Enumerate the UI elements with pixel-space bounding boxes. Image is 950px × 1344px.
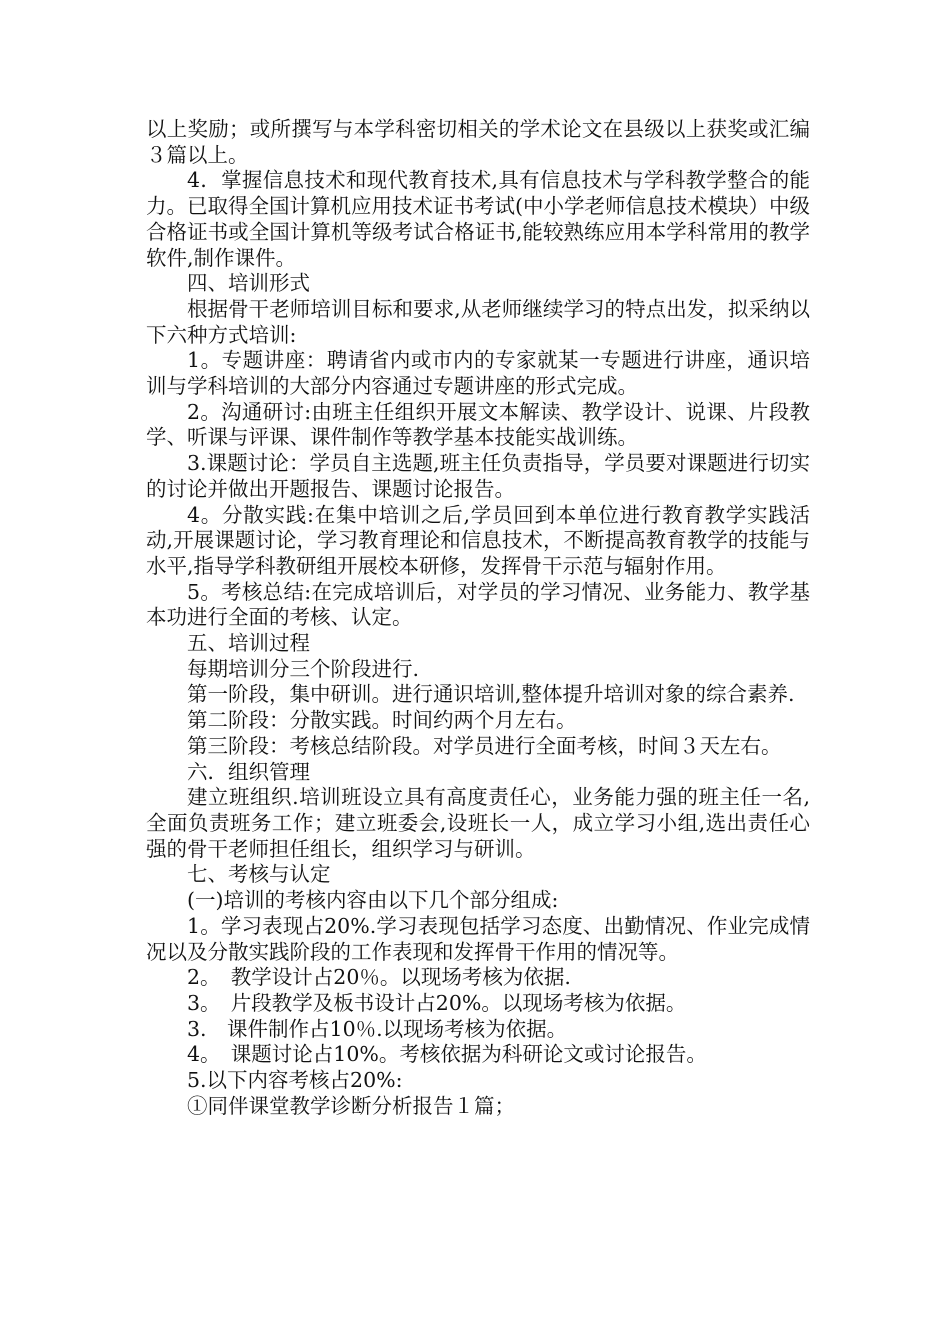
document-body — [146, 117, 810, 1119]
paragraph: 第二阶段：分散实践。时间约两个月左右。 — [187, 708, 577, 733]
paragraph: 第三阶段：考核总结阶段。对学员进行全面考核，时间３天左右。 — [187, 733, 782, 758]
list-item: 4。 课题讨论占10%。考核依据为科研论文或讨论报告。 — [187, 1042, 707, 1067]
paragraph: 每期培训分三个阶段进行. — [187, 656, 420, 681]
list-item: 3。 片段教学及板书设计占20%。以现场考核为依据。 — [187, 990, 687, 1015]
paragraph: 以上奖励；或所撰写与本学科密切相关的学术论文在县级以上获奖或汇编３篇以上。 — [146, 117, 810, 167]
list-item: 5。考核总结:在完成培训后，对学员的学习情况、业务能力、教学基本功进行全面的考核、认定。 — [146, 579, 810, 630]
list-item: ①同伴课堂教学诊断分析报告１篇； — [187, 1093, 515, 1118]
paragraph: 4．掌握信息技术和现代教育技术,具有信息技术与学科教学整合的能力。已取得全国计算机应用技术证书考试(中小学老师信息技术模块）中级合格证书或全国计算机等级考试合格证书,能较熟练应用本学科常用的教学软件,制作课件。 — [146, 168, 810, 270]
paragraph: 第一阶段，集中研训。进行通识培训,整体提升培训对象的综合素养. — [187, 682, 795, 707]
list-item: 3. 课件制作占10％.以现场考核为依据。 — [187, 1016, 568, 1041]
list-item: 1。专题讲座：聘请省内或市内的专家就某一专题进行讲座，通识培训与学科培训的大部分内容通过专题讲座的形式完成。 — [146, 348, 810, 399]
list-item: 1。学习表现占20%.学习表现包括学习态度、出勤情况、作业完成情况以及分散实践阶段的工作表现和发挥骨干作用的情况等。 — [146, 913, 810, 964]
list-item: 5.以下内容考核占20%: — [187, 1068, 403, 1093]
paragraph: 根据骨干老师培训目标和要求,从老师继续学习的特点出发，拟采纳以下六种方式培训: — [146, 296, 810, 347]
list-item: 4。分散实践:在集中培训之后,学员回到本单位进行教育教学实践活动,开展课题讨论，学习教育理论和信息技术，不断提高教育教学的技能与水平,指导学科教研组开展校本研修，发挥骨干示范与辐射作用。 — [146, 502, 810, 578]
section-heading: 五、培训过程 — [187, 631, 310, 656]
list-item: 3.课题讨论：学员自主选题,班主任负责指导，学员要对课题进行切实的讨论并做出开题报告、课题讨论报告。 — [146, 451, 810, 501]
list-item: 2。沟通研讨:由班主任组织开展文本解读、教学设计、说课、片段教学、听课与评课、课件制作等教学基本技能实战训练。 — [146, 399, 810, 450]
paragraph: (一)培训的考核内容由以下几个部分组成: — [187, 888, 559, 913]
section-heading: 七、考核与认定 — [187, 862, 331, 887]
paragraph: 建立班组织.培训班设立具有高度责任心，业务能力强的班主任一名,全面负责班务工作；建立班委会,设班长一人，成立学习小组,选出责任心强的骨干老师担任组长，组织学习与研训。 — [146, 785, 810, 861]
section-heading: 六．组织管理 — [187, 759, 310, 784]
section-heading: 四、培训形式 — [187, 271, 310, 296]
list-item: 2。 教学设计占20％。以现场考核为依据. — [187, 965, 571, 990]
